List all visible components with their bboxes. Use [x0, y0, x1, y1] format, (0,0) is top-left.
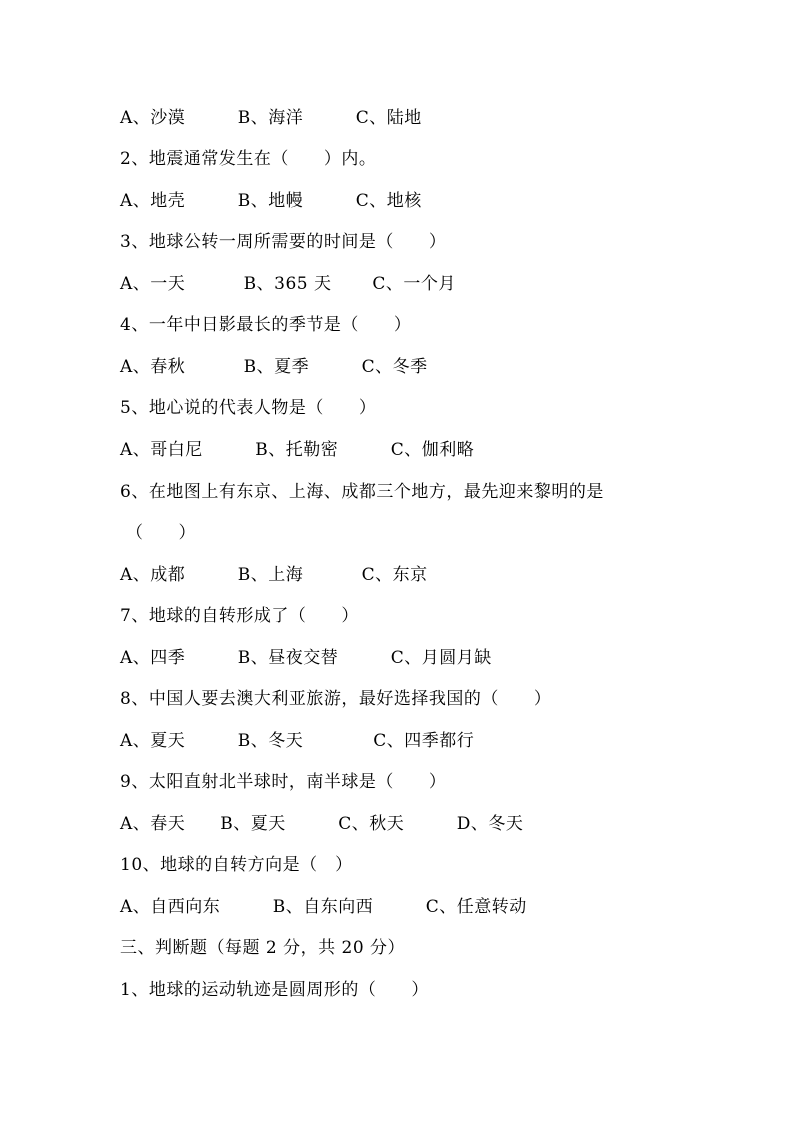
- q4-question: 4、一年中日影最长的季节是（ ）: [120, 315, 412, 335]
- q1-options: A、沙漠 B、海洋 C、陆地: [120, 108, 422, 128]
- q10-question: 10、地球的自转方向是（ ）: [120, 855, 353, 875]
- q8-options: A、夏天 B、冬天 C、四季都行: [120, 731, 475, 751]
- q6-question-continued: （ ）: [126, 523, 196, 543]
- q5-options: A、哥白尼 B、托勒密 C、伽利略: [120, 440, 475, 460]
- q6-question: 6、在地图上有东京、上海、成都三个地方，最先迎来黎明的是: [120, 482, 604, 502]
- q3-question: 3、地球公转一周所需要的时间是（ ）: [120, 232, 447, 252]
- q9-options: A、春天 B、夏天 C、秋天 D、冬天: [120, 814, 524, 834]
- q6-options: A、成都 B、上海 C、东京: [120, 565, 428, 585]
- q8-question: 8、中国人要去澳大利亚旅游，最好选择我国的（ ）: [120, 689, 552, 709]
- q7-question: 7、地球的自转形成了（ ）: [120, 606, 359, 626]
- q4-options: A、春秋 B、夏季 C、冬季: [120, 357, 428, 377]
- q3-options: A、一天 B、365 天 C、一个月: [120, 274, 456, 294]
- q2-question: 2、地震通常发生在（ ）内。: [120, 149, 377, 169]
- q5-question: 5、地心说的代表人物是（ ）: [120, 398, 377, 418]
- q9-question: 9、太阳直射北半球时，南半球是（ ）: [120, 772, 447, 792]
- q2-options: A、地壳 B、地幔 C、地核: [120, 191, 422, 211]
- section-heading: 三、判断题（每题 2 分，共 20 分）: [120, 938, 406, 958]
- judgment-q1: 1、地球的运动轨迹是圆周形的（ ）: [120, 980, 429, 1000]
- q10-options: A、自西向东 B、自东向西 C、任意转动: [120, 897, 527, 917]
- q7-options: A、四季 B、昼夜交替 C、月圆月缺: [120, 648, 492, 668]
